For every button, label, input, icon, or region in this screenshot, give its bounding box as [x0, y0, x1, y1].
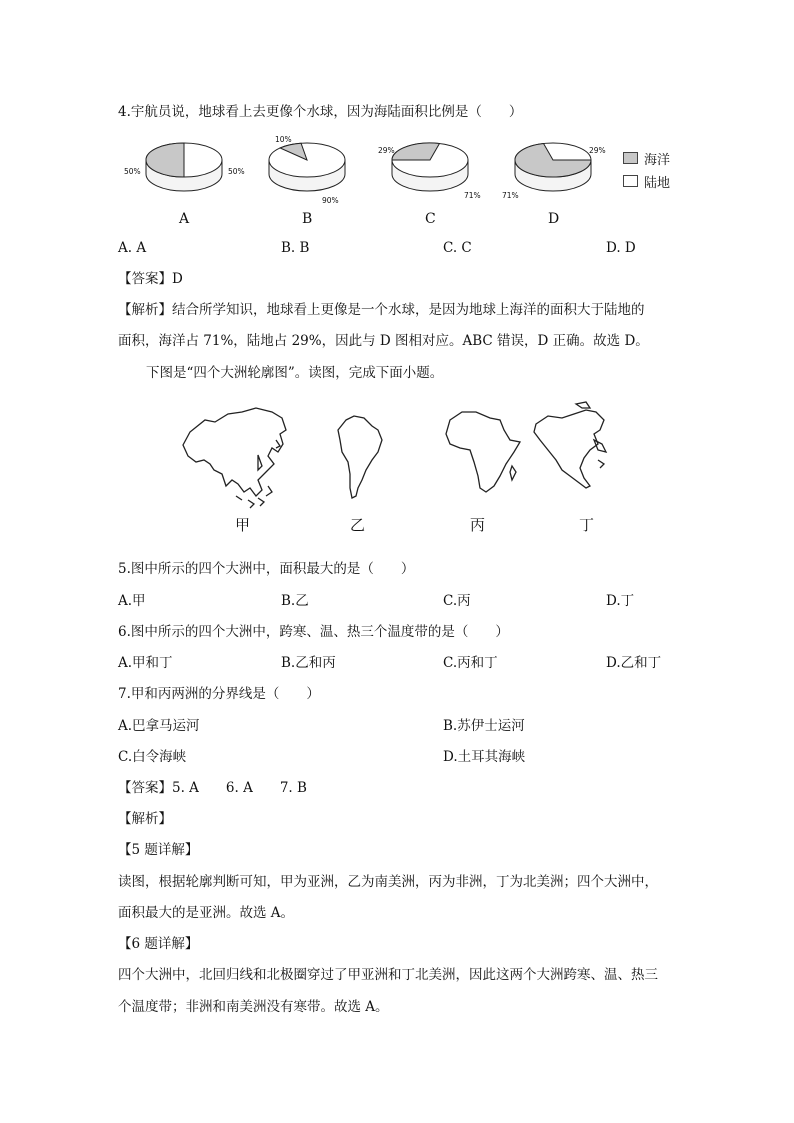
q7-option-c: C.白令海峡 [118, 749, 187, 765]
pie-b-land-label: 90% [322, 196, 339, 205]
continent-label-yi: 乙 [350, 516, 366, 534]
pie-c-land-label: 71% [464, 191, 481, 200]
pie-d-ocean-label: 71% [502, 191, 519, 200]
pie-chart-svg [0, 0, 794, 230]
pie-b-letter: B [302, 211, 313, 227]
q6-detail-line2: 个温度带；非洲和南美洲没有寒带。故选 A。 [118, 999, 389, 1015]
q4-option-b: B. B [281, 240, 310, 256]
q5-option-c: C.丙 [443, 593, 471, 609]
q5-detail-title: 【5 题详解】 [118, 842, 199, 858]
q7-stem: 7.甲和丙两洲的分界线是（ ） [118, 686, 320, 702]
continent-label-jia: 甲 [235, 516, 251, 534]
intro-text: 下图是“四个大洲轮廓图”。读图，完成下面小题。 [146, 365, 444, 381]
pie-c [392, 143, 468, 191]
q5-option-a: A.甲 [118, 593, 146, 609]
answers-5-7: 【答案】5. A 6. A 7. B [118, 780, 307, 796]
q4-analysis-line1: 【解析】结合所学知识，地球看上更像是一个水球，是因为地球上海洋的面积大于陆地的 [118, 302, 645, 318]
q5-stem: 5.图中所示的四个大洲中，面积最大的是（ ） [118, 561, 415, 577]
legend-ocean-label: 海洋 [644, 153, 671, 168]
q4-answer: 【答案】D [118, 271, 183, 287]
pie-d-land-label: 29% [589, 146, 606, 155]
q7-option-b: B.苏伊士运河 [443, 718, 525, 734]
pie-b-ocean-label: 10% [275, 135, 292, 144]
pie-a-land-label: 50% [228, 167, 245, 176]
legend-land-swatch [623, 175, 638, 187]
q6-detail-title: 【6 题详解】 [118, 936, 199, 952]
q6-option-a: A.甲和丁 [118, 655, 173, 671]
q5-detail-line2: 面积最大的是亚洲。故选 A。 [118, 905, 295, 921]
africa-outline-icon [446, 412, 520, 492]
continent-label-ding: 丁 [579, 516, 595, 534]
legend-ocean-swatch [623, 152, 638, 164]
q6-option-d: D.乙和丁 [606, 655, 662, 671]
q6-detail-line1: 四个大洲中，北回归线和北极圈穿过了甲亚洲和丁北美洲，因此这两个大洲跨寒、温、热三 [118, 967, 658, 983]
pie-c-ocean-label: 29% [378, 146, 395, 155]
q6-option-c: C.丙和丁 [443, 655, 498, 671]
q4-option-c: C. C [443, 240, 472, 256]
q4-option-d: D. D [606, 240, 636, 256]
pie-a-ocean-label: 50% [124, 167, 141, 176]
q5-option-b: B.乙 [281, 593, 309, 609]
legend-land-label: 陆地 [644, 176, 671, 191]
north-america-outline-icon [534, 402, 606, 488]
pie-d [515, 143, 591, 191]
continent-outlines [0, 400, 794, 540]
south-america-outline-icon [338, 416, 382, 498]
q5-detail-line1: 读图，根据轮廓判断可知，甲为亚洲，乙为南美洲，丙为非洲，丁为北美洲；四个大洲中， [118, 874, 658, 890]
asia-outline-icon [183, 408, 286, 508]
q5-option-d: D.丁 [606, 593, 635, 609]
pie-b [269, 143, 345, 191]
pie-a [146, 143, 222, 191]
pie-a-letter: A [179, 211, 190, 227]
continent-label-bing: 丙 [470, 516, 486, 534]
q7-option-d: D.土耳其海峡 [443, 749, 526, 765]
q4-analysis-line2: 面积，海洋占 71%，陆地占 29%，因此与 D 图相对应。ABC 错误，D 正确。故选 D。 [118, 333, 649, 349]
analysis-label: 【解析】 [118, 811, 172, 827]
pie-d-letter: D [548, 211, 560, 227]
q7-option-a: A.巴拿马运河 [118, 718, 200, 734]
q4-stem: 4.宇航员说，地球看上去更像个水球，因为海陆面积比例是（ ） [118, 104, 523, 120]
pie-c-letter: C [425, 211, 436, 227]
q6-option-b: B.乙和丙 [281, 655, 336, 671]
q6-stem: 6.图中所示的四个大洲中，跨寒、温、热三个温度带的是（ ） [118, 624, 509, 640]
q4-option-a: A. A [118, 240, 147, 256]
